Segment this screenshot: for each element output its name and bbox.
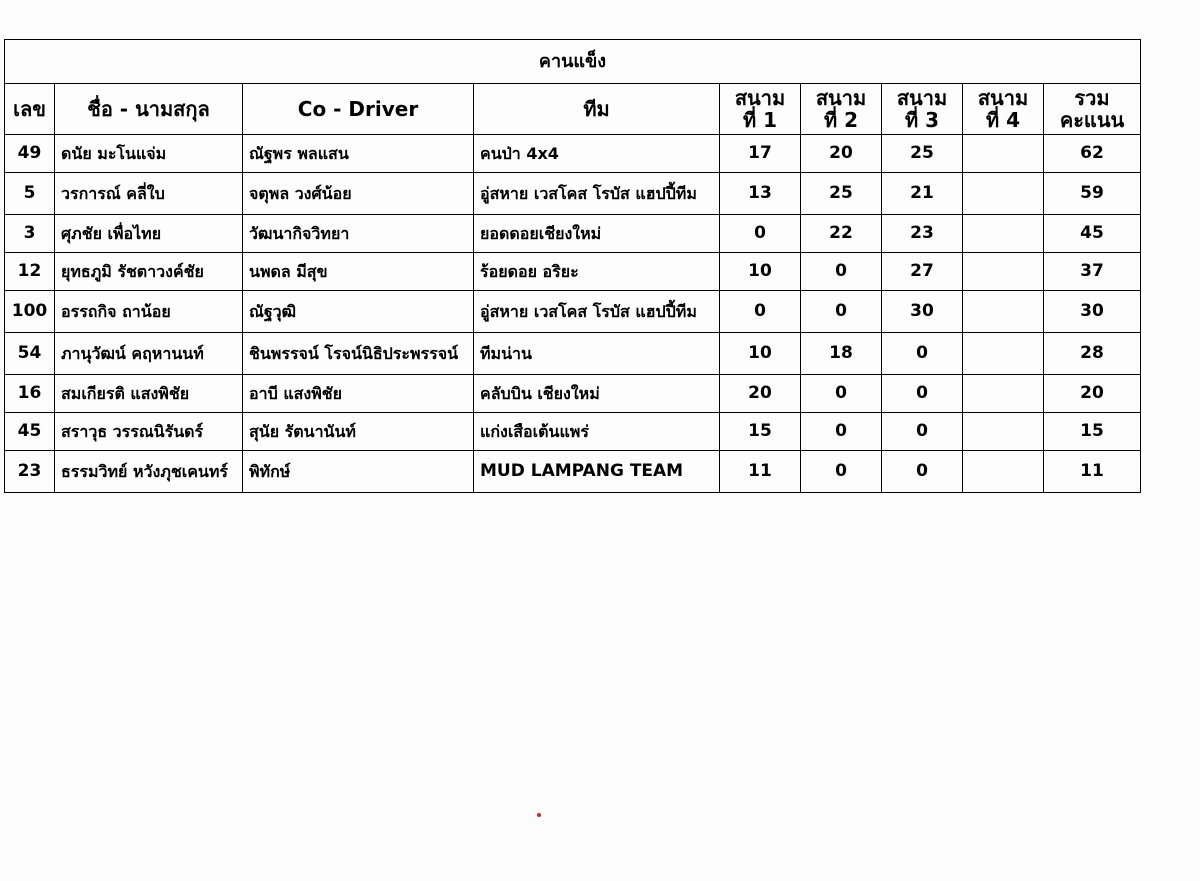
header-field-1 bbox=[720, 84, 801, 135]
table-row bbox=[5, 413, 1141, 451]
header-row bbox=[5, 84, 1141, 135]
results-table bbox=[4, 39, 1141, 493]
cell-field-3: 27 bbox=[882, 253, 963, 291]
header-total bbox=[1044, 84, 1141, 135]
cell-field-4 bbox=[963, 291, 1044, 333]
cell-co-driver: พิทักษ์ bbox=[243, 451, 474, 493]
header-field-4-line2: ที่ 4 bbox=[985, 108, 1021, 132]
header-field-3-line1: สนาม bbox=[896, 86, 948, 110]
cell-no: 49 bbox=[5, 135, 55, 173]
cell-total: 20 bbox=[1044, 375, 1141, 413]
cell-team: ร้อยดอย อริยะ bbox=[474, 253, 720, 291]
header-field-3 bbox=[882, 84, 963, 135]
header-name: ชื่อ - นามสกุล bbox=[55, 84, 243, 135]
cell-team: คลับบิน เชียงใหม่ bbox=[474, 375, 720, 413]
table-row bbox=[5, 253, 1141, 291]
cell-team: ทีมน่าน bbox=[474, 333, 720, 375]
header-team: ทีม bbox=[474, 84, 720, 135]
cell-field-1: 11 bbox=[720, 451, 801, 493]
cell-field-2: 18 bbox=[801, 333, 882, 375]
cell-field-3: 25 bbox=[882, 135, 963, 173]
cell-name: วรการณ์ คลี่ใบ bbox=[55, 173, 243, 215]
cell-field-1: 0 bbox=[720, 291, 801, 333]
header-field-1-line2: ที่ 1 bbox=[742, 108, 778, 132]
cell-no: 12 bbox=[5, 253, 55, 291]
cell-field-1: 15 bbox=[720, 413, 801, 451]
cell-field-2: 0 bbox=[801, 451, 882, 493]
cell-co-driver: ชินพรรจน์ โรจน์นิธิประพรรจน์ bbox=[243, 333, 474, 375]
cell-field-1: 0 bbox=[720, 215, 801, 253]
cell-field-2: 0 bbox=[801, 375, 882, 413]
cell-no: 16 bbox=[5, 375, 55, 413]
cell-field-4 bbox=[963, 215, 1044, 253]
header-field-2-line1: สนาม bbox=[815, 86, 867, 110]
cell-co-driver: สุนัย รัตนานันท์ bbox=[243, 413, 474, 451]
cell-total: 28 bbox=[1044, 333, 1141, 375]
cell-field-4 bbox=[963, 333, 1044, 375]
table-row bbox=[5, 333, 1141, 375]
cell-total: 37 bbox=[1044, 253, 1141, 291]
cell-field-2: 25 bbox=[801, 173, 882, 215]
cell-field-3: 0 bbox=[882, 413, 963, 451]
cell-co-driver: จตุพล วงศ์น้อย bbox=[243, 173, 474, 215]
cell-co-driver: ณัฐวุฒิ bbox=[243, 291, 474, 333]
title-row bbox=[5, 40, 1141, 84]
cell-team: คนป่า 4x4 bbox=[474, 135, 720, 173]
cell-field-1: 10 bbox=[720, 253, 801, 291]
cell-total: 59 bbox=[1044, 173, 1141, 215]
cell-no: 23 bbox=[5, 451, 55, 493]
cell-field-2: 0 bbox=[801, 291, 882, 333]
cell-field-4 bbox=[963, 253, 1044, 291]
cell-field-4 bbox=[963, 451, 1044, 493]
cell-no: 45 bbox=[5, 413, 55, 451]
header-total-line1: รวม bbox=[1074, 86, 1110, 110]
header-field-4 bbox=[963, 84, 1044, 135]
cell-no: 3 bbox=[5, 215, 55, 253]
table-row bbox=[5, 375, 1141, 413]
cell-team: อู่สหาย เวสโคส โรบัส แฮปปี้ทีม bbox=[474, 291, 720, 333]
header-co-driver: Co - Driver bbox=[243, 84, 474, 135]
cell-co-driver: ณัฐพร พลแสน bbox=[243, 135, 474, 173]
cell-name: ศุภชัย เพื่อไทย bbox=[55, 215, 243, 253]
cell-field-2: 20 bbox=[801, 135, 882, 173]
table-row bbox=[5, 135, 1141, 173]
header-field-1-line1: สนาม bbox=[734, 86, 786, 110]
cell-field-4 bbox=[963, 413, 1044, 451]
cell-field-3: 30 bbox=[882, 291, 963, 333]
cell-name: ดนัย มะโนแจ่ม bbox=[55, 135, 243, 173]
cell-total: 11 bbox=[1044, 451, 1141, 493]
table-row bbox=[5, 291, 1141, 333]
cell-field-3: 0 bbox=[882, 375, 963, 413]
cell-total: 45 bbox=[1044, 215, 1141, 253]
header-field-3-line2: ที่ 3 bbox=[904, 108, 940, 132]
cell-name: ภานุวัฒน์ คฤหานนท์ bbox=[55, 333, 243, 375]
cell-field-1: 10 bbox=[720, 333, 801, 375]
header-field-4-line1: สนาม bbox=[977, 86, 1029, 110]
cell-field-1: 20 bbox=[720, 375, 801, 413]
cell-field-4 bbox=[963, 375, 1044, 413]
header-total-line2: คะแนน bbox=[1059, 108, 1125, 132]
cell-no: 54 bbox=[5, 333, 55, 375]
cell-total: 30 bbox=[1044, 291, 1141, 333]
cell-field-4 bbox=[963, 135, 1044, 173]
cell-no: 100 bbox=[5, 291, 55, 333]
cell-field-4 bbox=[963, 173, 1044, 215]
header-no: เลข bbox=[5, 84, 55, 135]
cell-team: แก่งเสือเต้นแพร่ bbox=[474, 413, 720, 451]
cell-co-driver: นพดล มีสุข bbox=[243, 253, 474, 291]
table-row bbox=[5, 451, 1141, 493]
header-field-2 bbox=[801, 84, 882, 135]
table-row bbox=[5, 173, 1141, 215]
cell-field-1: 13 bbox=[720, 173, 801, 215]
cell-team: ยอดดอยเชียงใหม่ bbox=[474, 215, 720, 253]
cell-field-2: 0 bbox=[801, 253, 882, 291]
cell-name: ธรรมวิทย์ หวังภุชเคนทร์ bbox=[55, 451, 243, 493]
cell-name: สราวุธ วรรณนิรันดร์ bbox=[55, 413, 243, 451]
cell-name: สมเกียรติ แสงพิชัย bbox=[55, 375, 243, 413]
cell-field-3: 0 bbox=[882, 451, 963, 493]
cell-name: ยุทธภูมิ รัชตาวงค์ชัย bbox=[55, 253, 243, 291]
header-field-2-line2: ที่ 2 bbox=[823, 108, 859, 132]
cell-total: 15 bbox=[1044, 413, 1141, 451]
cell-field-2: 22 bbox=[801, 215, 882, 253]
cell-total: 62 bbox=[1044, 135, 1141, 173]
cell-field-2: 0 bbox=[801, 413, 882, 451]
cell-no: 5 bbox=[5, 173, 55, 215]
table-row bbox=[5, 215, 1141, 253]
table-title: คานแข็ง bbox=[5, 40, 1141, 84]
cell-field-3: 0 bbox=[882, 333, 963, 375]
cell-team: MUD LAMPANG TEAM bbox=[474, 451, 720, 493]
stray-ink-dot bbox=[537, 813, 541, 817]
score-sheet bbox=[4, 39, 1140, 493]
cell-field-3: 23 bbox=[882, 215, 963, 253]
cell-team: อู่สหาย เวสโคส โรบัส แฮปปี้ทีม bbox=[474, 173, 720, 215]
cell-field-3: 21 bbox=[882, 173, 963, 215]
cell-co-driver: วัฒนากิจวิทยา bbox=[243, 215, 474, 253]
cell-name: อรรถกิจ ถาน้อย bbox=[55, 291, 243, 333]
cell-co-driver: อาบี แสงพิชัย bbox=[243, 375, 474, 413]
cell-field-1: 17 bbox=[720, 135, 801, 173]
